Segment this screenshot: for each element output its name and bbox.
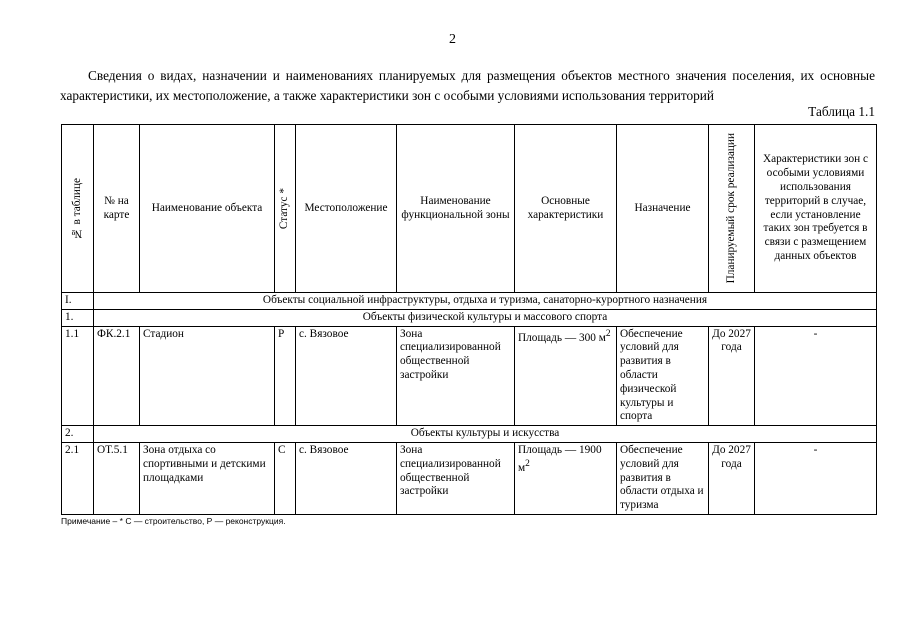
header-location: Местоположение [296,125,397,293]
section-title: Объекты физической культуры и массового спорта [94,309,877,326]
row-zone: Зона специализированной общественной застройки [397,442,515,514]
objects-table [61,124,877,515]
section-num: 2. [62,426,94,443]
header-zone-chars: Характеристики зон с особыми условиями использования территорий в случае, если установление таких зон требуется в связи с размещением данных объектов [755,125,877,293]
header-row [62,125,877,293]
row-term: До 2027 года [709,442,755,514]
row-location: с. Вязовое [296,442,397,514]
header-name: Наименование объекта [140,125,275,293]
footnote: Примечание – * С — строительство, Р — реконструкция. [61,516,286,526]
section-title: Объекты культуры и искусства [94,426,877,443]
row-num: 2.1 [62,442,94,514]
row-name: Стадион [140,326,275,426]
section-row [62,309,877,326]
row-characteristics [515,326,617,426]
header-status: Статус * [275,125,296,293]
row-location: с. Вязовое [296,326,397,426]
section-num: 1. [62,309,94,326]
header-num: № в таблице [62,125,94,293]
row-map-num: ОТ.5.1 [94,442,140,514]
page-number: 2 [449,32,456,47]
header-map-num: № на карте [94,125,140,293]
row-num: 1.1 [62,326,94,426]
table-caption: Таблица 1.1 [808,104,875,119]
area-unit-sup: 2 [605,328,611,339]
area-text: Площадь — 300 м [518,331,606,344]
header-purpose: Назначение [617,125,709,293]
intro-paragraph: Сведения о видах, назначении и наименованиях планируемых для размещения объектов местного значения поселения, их основные характеристики, их местоположение, а также характеристики зон с особыми условиями использования территорий [60,68,875,103]
row-zone-chars: - [755,442,877,514]
row-status: Р [275,326,296,426]
header-zone: Наименование функциональной зоны [397,125,515,293]
row-characteristics [515,442,617,514]
row-purpose: Обеспечение условий для развития в области физической культуры и спорта [617,326,709,426]
row-map-num: ФК.2.1 [94,326,140,426]
row-zone-chars: - [755,326,877,426]
row-term: До 2027 года [709,326,755,426]
row-purpose: Обеспечение условий для развития в области отдыха и туризма [617,442,709,514]
table-row [62,326,877,426]
section-num: I. [62,293,94,310]
section-title: Объекты социальной инфраструктуры, отдыха и туризма, санаторно-курортного назначения [94,293,877,310]
row-name: Зона отдыха со спортивными и детскими площадками [140,442,275,514]
section-row [62,426,877,443]
header-characteristics: Основные характеристики [515,125,617,293]
row-status: С [275,442,296,514]
header-term: Планируемый срок реализации [709,125,755,293]
area-text: Площадь — 1900 м [518,443,602,474]
section-row [62,293,877,310]
table-row [62,442,877,514]
row-zone: Зона специализированной общественной застройки [397,326,515,426]
area-unit-sup: 2 [525,458,530,469]
